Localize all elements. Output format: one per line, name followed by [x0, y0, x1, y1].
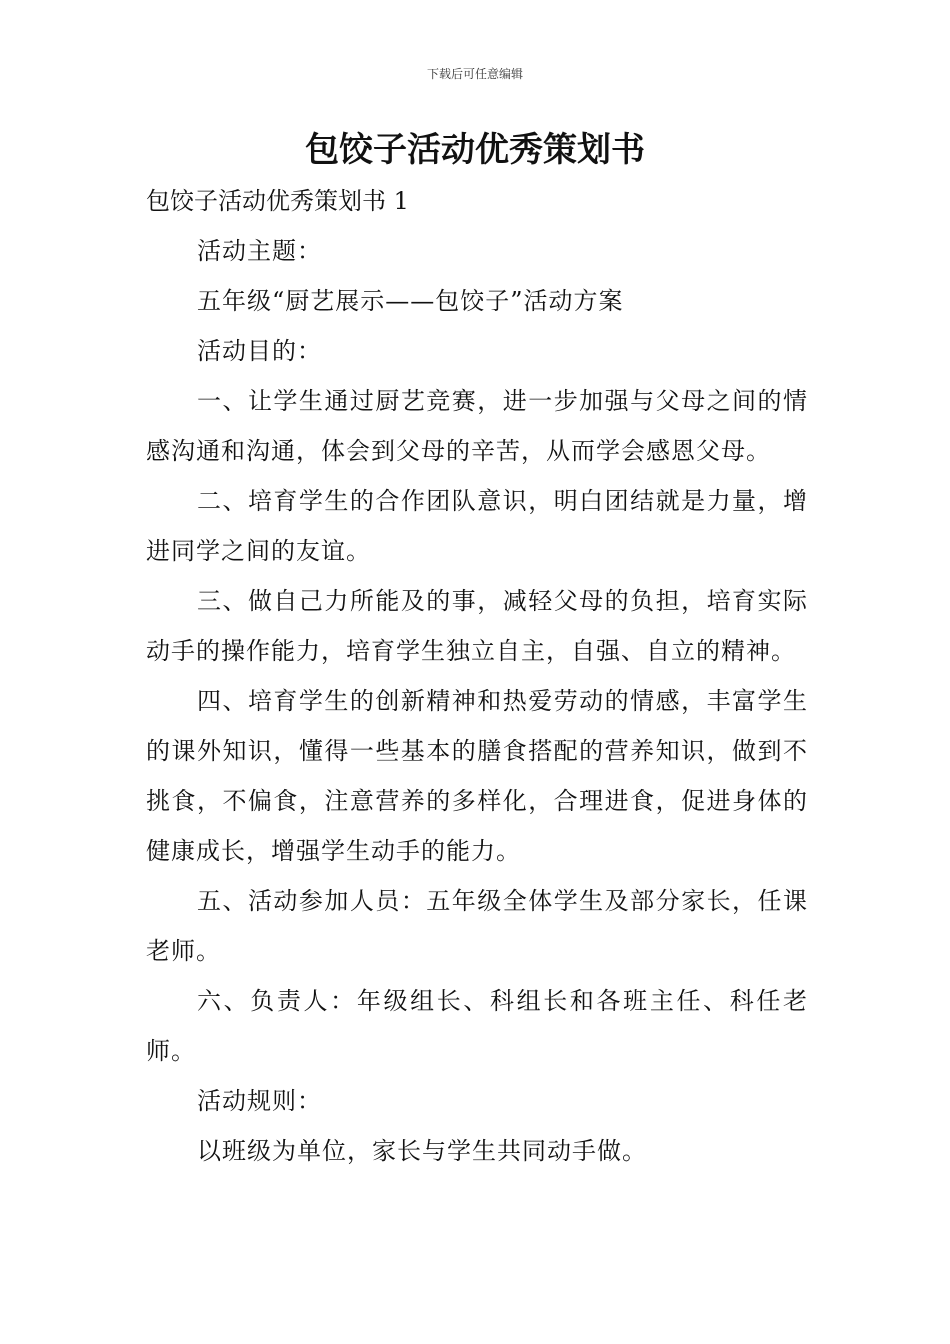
document-body: [146, 176, 808, 1176]
header-note: 下载后可任意编辑: [426, 67, 523, 81]
paragraph: 一、让学生通过厨艺竞赛，进一步加强与父母之间的情感沟通和沟通，体会到父母的辛苦，从而学会感恩父母。: [146, 387, 808, 465]
paragraph: 五、活动参加人员：五年级全体学生及部分家长，任课老师。: [146, 887, 808, 965]
paragraph: 活动规则：: [197, 1087, 322, 1115]
paragraph: 五年级“厨艺展示——包饺子”活动方案: [197, 287, 624, 315]
paragraph: 活动主题：: [197, 237, 322, 265]
section-title: 包饺子活动优秀策划书 1: [146, 187, 409, 215]
paragraph: 四、培育学生的创新精神和热爱劳动的情感，丰富学生的课外知识，懂得一些基本的膳食搭配的营养知识，做到不挑食，不偏食，注意营养的多样化，合理进食，促进身体的健康成长，增强学生动手的能力。: [146, 687, 808, 865]
paragraph: 二、培育学生的合作团队意识，明白团结就是力量，增进同学之间的友谊。: [146, 487, 808, 565]
paragraph: 以班级为单位，家长与学生共同动手做。: [197, 1137, 647, 1165]
paragraph: 六、负责人：年级组长、科组长和各班主任、科任老师。: [146, 987, 808, 1065]
paragraph: 三、做自己力所能及的事，减轻父母的负担，培育实际动手的操作能力，培育学生独立自主，自强、自立的精神。: [146, 587, 808, 665]
paragraph: 活动目的：: [197, 337, 322, 365]
document-title: 包饺子活动优秀策划书: [305, 130, 645, 170]
